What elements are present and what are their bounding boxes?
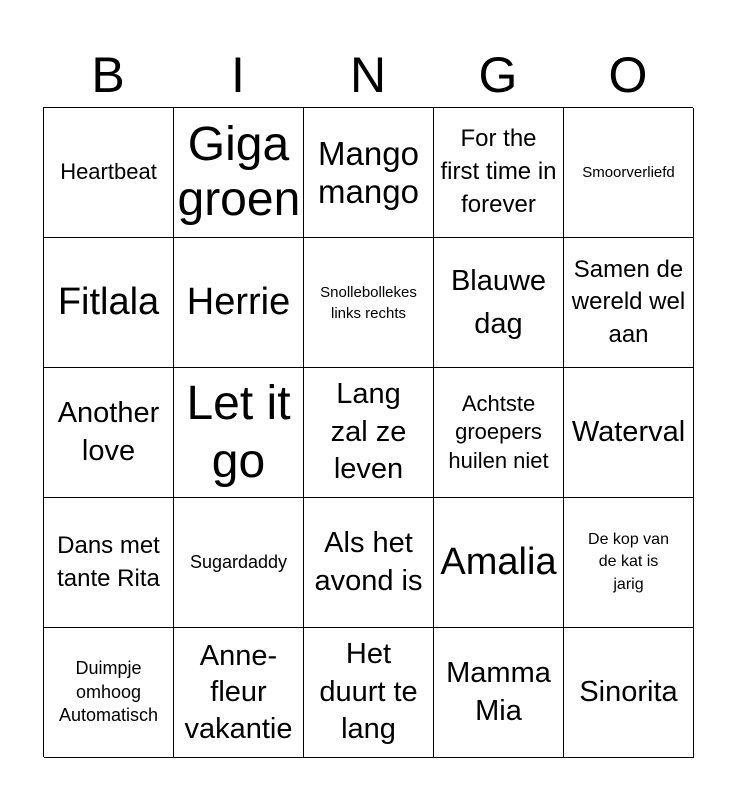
cell-text: Blauwe dag [450,265,547,340]
bingo-cell[interactable] [174,498,304,628]
header-letter-n: N [349,47,387,103]
cell-text: Dans met tante Rita [57,531,160,592]
bingo-cell[interactable] [434,498,564,628]
bingo-cell[interactable] [564,108,694,238]
bingo-cell[interactable] [564,628,694,758]
header-letter-g: G [478,47,518,103]
bingo-header [43,42,693,108]
header-letter-b: B [91,47,125,103]
cell-text: Lang zal ze leven [330,377,407,486]
bingo-cell[interactable] [44,628,174,758]
bingo-cell[interactable] [304,108,434,238]
bingo-cell[interactable] [304,628,434,758]
bingo-cell[interactable] [434,368,564,498]
cell-text: Snollebollekes links rechts [320,283,417,322]
bingo-cell[interactable] [564,368,694,498]
cell-text: Smoorverliefd [582,164,675,181]
bingo-cell[interactable] [434,238,564,368]
cell-text: De kop van de kat is jarig [588,530,669,593]
cell-text: Het duurt te lang [319,637,418,746]
cell-text: Samen de wereld wel aan [571,255,686,348]
bingo-cell[interactable] [304,368,434,498]
bingo-cell[interactable] [564,238,694,368]
bingo-cell[interactable] [44,498,174,628]
cell-text: Mango mango [318,134,419,210]
cell-text: Let it go [186,376,291,488]
bingo-cell[interactable] [44,238,174,368]
bingo-cell[interactable] [44,368,174,498]
bingo-cell[interactable] [174,238,304,368]
cell-text: Amalia [440,540,557,583]
cell-text: Sinorita [579,675,678,708]
cell-text: Sugardaddy [189,551,288,572]
cell-text: Another love [57,396,160,467]
cell-text: Herrie [186,280,291,323]
bingo-cell[interactable] [564,498,694,628]
cell-text: Mamma Mia [446,656,551,727]
bingo-cell[interactable] [174,368,304,498]
bingo-cell[interactable] [174,108,304,238]
cell-text: For the first time in forever [440,125,557,218]
cell-text: Heartbeat [60,159,157,185]
bingo-cell[interactable] [174,628,304,758]
cell-text: Giga groen [177,118,301,226]
cell-text: Fitlala [57,280,160,323]
bingo-cell[interactable] [434,628,564,758]
cell-text: Duimpje omhoog Automatisch [58,658,159,726]
bingo-cell[interactable] [304,238,434,368]
bingo-board [43,107,693,757]
header-letter-i: I [231,47,245,103]
cell-text: Anne-fleur vakantie [184,640,293,745]
bingo-cell[interactable] [304,498,434,628]
bingo-cell[interactable] [44,108,174,238]
cell-text: Achtste groepers huilen niet [448,390,549,473]
cell-text: Waterval [571,415,686,448]
cell-text: Als het avond is [314,526,423,597]
bingo-cell[interactable] [434,108,564,238]
header-letter-o: O [608,47,648,103]
